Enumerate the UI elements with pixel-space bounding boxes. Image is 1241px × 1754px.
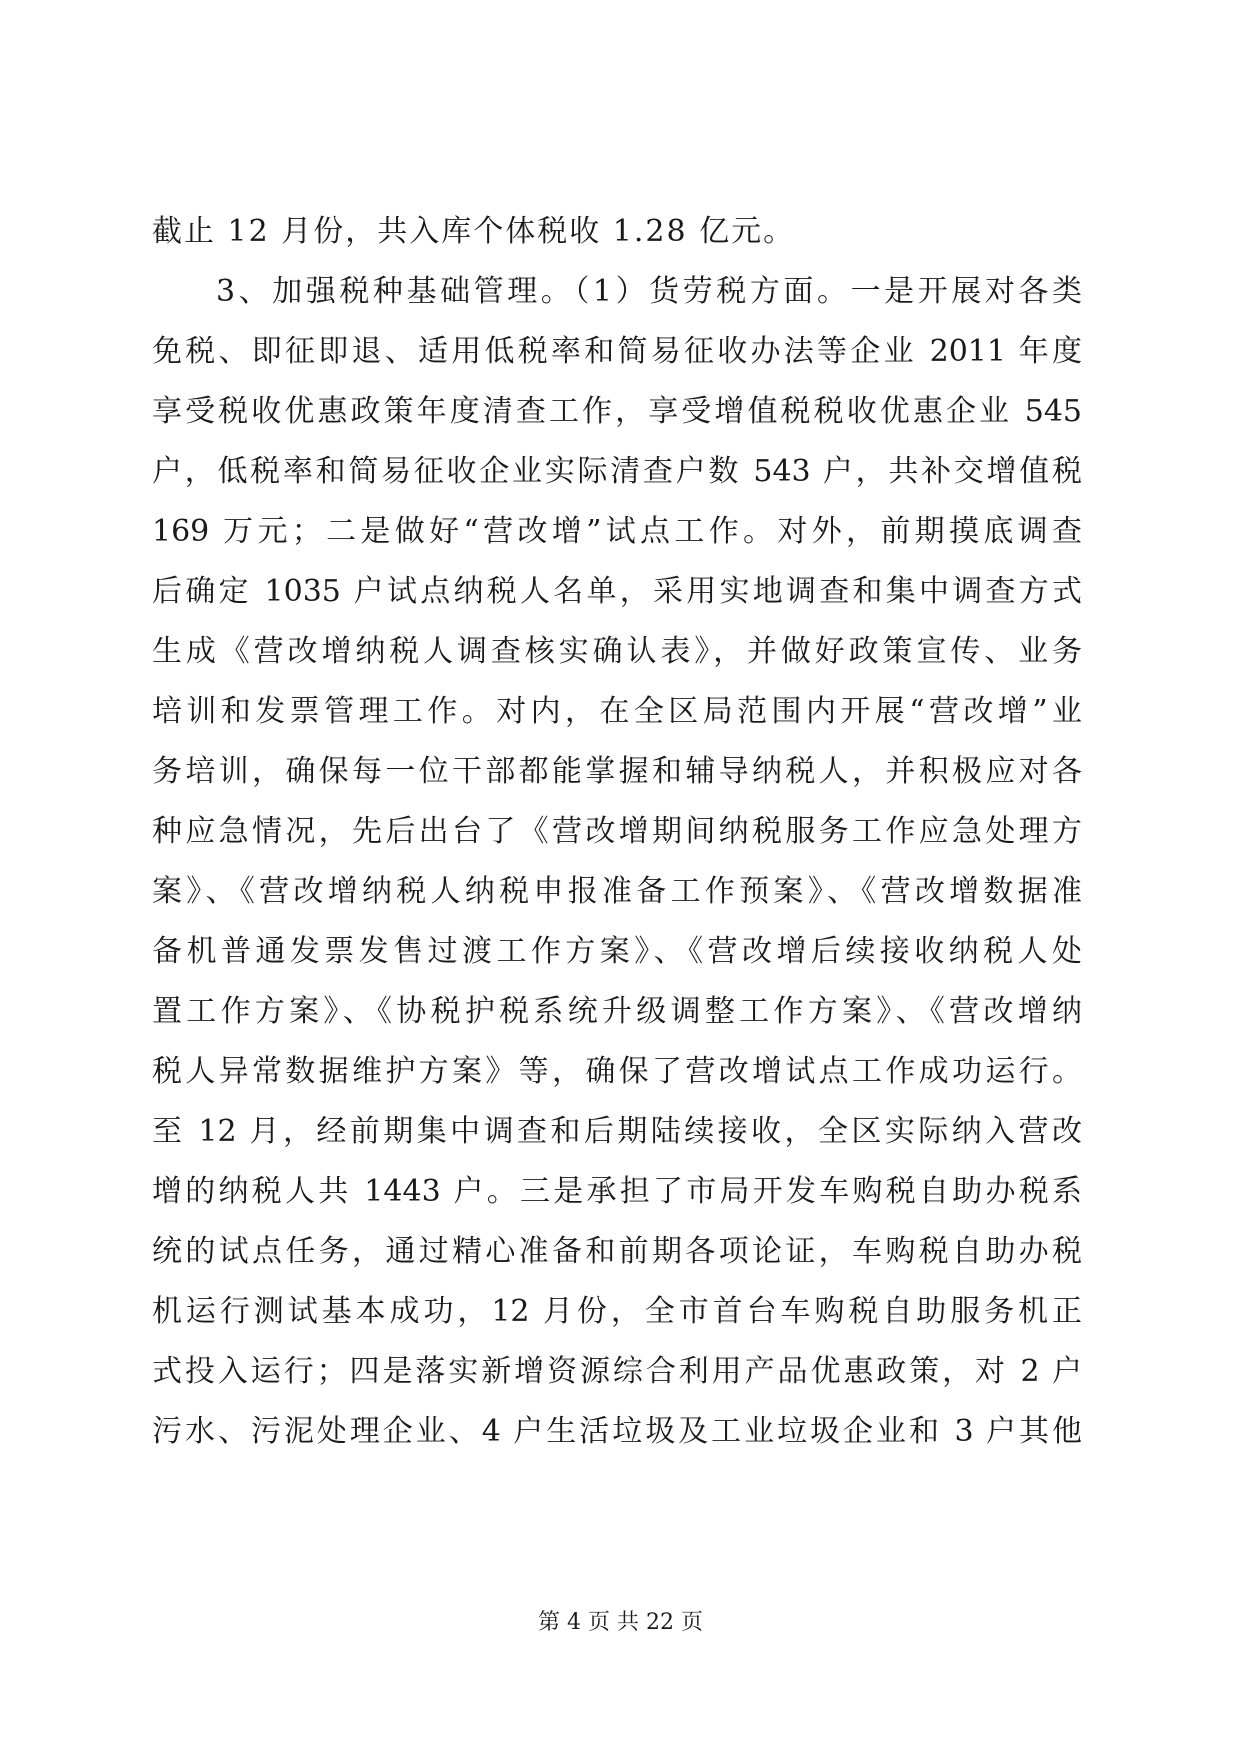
text-line: 至 12 月，经前期集中调查和后期陆续接收，全区实际纳入营改 — [152, 1114, 1082, 1149]
text-line: 免税、即征即退、适用低税率和简易征收办法等企业 2011 年度 — [152, 334, 1082, 369]
text-line: 备机普通发票发售过渡工作方案》、《营改增后续接收纳税人处 — [152, 934, 1082, 969]
page-number-footer: 第 4 页 共 22 页 — [538, 1610, 703, 1635]
text-line: 生成《营改增纳税人调查核实确认表》，并做好政策宣传、业务 — [152, 634, 1082, 669]
text-line: 截止 12 月份，共入库个体税收 1.28 亿元。 — [152, 214, 796, 249]
text-line: 169 万元；二是做好“营改增”试点工作。对外，前期摸底调查 — [152, 514, 1082, 549]
text-line: 户，低税率和简易征收企业实际清查户数 543 户，共补交增值税 — [152, 454, 1082, 489]
text-line: 机运行测试基本成功，12 月份，全市首台车购税自助服务机正 — [152, 1294, 1082, 1329]
text-line: 培训和发票管理工作。对内，在全区局范围内开展“营改增”业 — [152, 694, 1082, 729]
text-line: 享受税收优惠政策年度清查工作，享受增值税税收优惠企业 545 — [152, 394, 1082, 429]
text-line: 案》、《营改增纳税人纳税申报准备工作预案》、《营改增数据准 — [152, 874, 1082, 909]
text-line: 务培训，确保每一位干部都能掌握和辅导纳税人，并积极应对各 — [152, 754, 1082, 789]
text-line: 后确定 1035 户试点纳税人名单，采用实地调查和集中调查方式 — [152, 574, 1082, 609]
text-line: 置工作方案》、《协税护税系统升级调整工作方案》、《营改增纳 — [152, 994, 1082, 1029]
text-line: 3、加强税种基础管理。（1）货劳税方面。一是开展对各类 — [216, 274, 1082, 309]
text-line: 增的纳税人共 1443 户。三是承担了市局开发车购税自助办税系 — [152, 1174, 1082, 1209]
text-line: 式投入运行；四是落实新增资源综合利用产品优惠政策，对 2 户 — [152, 1354, 1082, 1389]
text-line: 种应急情况，先后出台了《营改增期间纳税服务工作应急处理方 — [152, 814, 1082, 849]
text-line: 统的试点任务，通过精心准备和前期各项论证，车购税自助办税 — [152, 1234, 1082, 1269]
text-line: 污水、污泥处理企业、4 户生活垃圾及工业垃圾企业和 3 户其他 — [152, 1414, 1082, 1449]
text-line: 税人异常数据维护方案》等，确保了营改增试点工作成功运行。 — [152, 1054, 1082, 1089]
